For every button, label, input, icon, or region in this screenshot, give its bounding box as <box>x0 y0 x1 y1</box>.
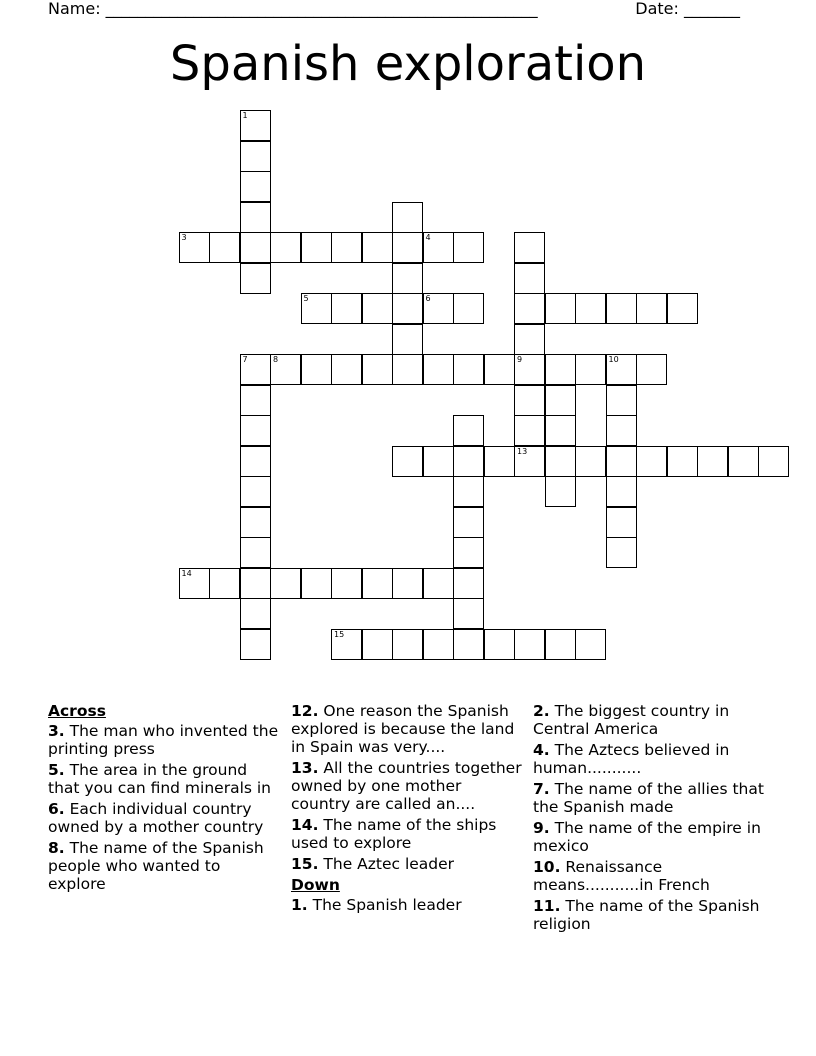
grid-cell[interactable] <box>453 415 484 446</box>
grid-cell[interactable] <box>301 568 332 599</box>
clue-item-text: One reason the Spanish explored is because the land in Spain was very.... <box>291 702 515 756</box>
grid-cell[interactable] <box>270 354 301 385</box>
grid-cell[interactable] <box>545 385 576 416</box>
grid-cell[interactable] <box>392 293 423 324</box>
grid-cell[interactable] <box>362 568 393 599</box>
grid-cell[interactable] <box>453 568 484 599</box>
clue-item-number: 14. <box>291 816 319 834</box>
clue-item-number: 3. <box>48 722 65 740</box>
grid-cell[interactable] <box>240 507 271 538</box>
clue-item-text: The name of the Spanish religion <box>533 897 760 933</box>
clue-item-number: 9. <box>533 819 550 837</box>
grid-cell[interactable] <box>240 476 271 507</box>
grid-cell[interactable] <box>392 446 423 477</box>
grid-cell[interactable] <box>240 232 271 263</box>
across-heading: Across <box>48 702 106 720</box>
clue-item <box>533 741 773 777</box>
grid-cell[interactable] <box>362 354 393 385</box>
grid-cell[interactable] <box>301 293 332 324</box>
clue-item-text: Each individual country owned by a mother country <box>48 800 264 836</box>
grid-cell[interactable] <box>758 446 789 477</box>
grid-cell[interactable] <box>392 202 423 233</box>
grid-cell[interactable] <box>301 232 332 263</box>
clue-item <box>291 855 523 873</box>
clue-item-text: The name of the Spanish people who wanted to explore <box>48 839 264 893</box>
clue-item-text: The man who invented the printing press <box>48 722 279 758</box>
clue-item-text: All the countries together owned by one mother country are called an.... <box>291 759 522 813</box>
clue-item-number: 13. <box>291 759 319 777</box>
name-field-label: Name: ______________________________________________________ <box>48 0 538 18</box>
grid-cell[interactable] <box>270 232 301 263</box>
grid-cell[interactable] <box>484 629 515 660</box>
grid-cell[interactable] <box>636 446 667 477</box>
grid-cell[interactable] <box>514 232 545 263</box>
grid-cell[interactable] <box>514 293 545 324</box>
clue-item-number: 1. <box>291 896 308 914</box>
grid-cell[interactable] <box>423 354 454 385</box>
clue-item <box>48 722 280 758</box>
grid-cell[interactable] <box>453 446 484 477</box>
clue-number: 7 <box>242 355 248 364</box>
grid-cell[interactable] <box>331 354 362 385</box>
grid-cell[interactable] <box>331 568 362 599</box>
grid-cell[interactable] <box>514 385 545 416</box>
clues-column-2 <box>291 702 523 917</box>
grid-cell[interactable] <box>270 568 301 599</box>
grid-cell[interactable] <box>728 446 759 477</box>
grid-cell[interactable] <box>667 446 698 477</box>
clue-item-text: The Aztecs believed in human........... <box>533 741 730 777</box>
grid-cell[interactable] <box>453 629 484 660</box>
clue-item-number: 7. <box>533 780 550 798</box>
grid-cell[interactable] <box>209 568 240 599</box>
grid-cell[interactable] <box>606 537 637 568</box>
grid-cell[interactable] <box>545 415 576 446</box>
clue-item-number: 15. <box>291 855 319 873</box>
clues-column-3 <box>533 702 773 936</box>
clues-column-1 <box>48 702 280 896</box>
grid-cell[interactable] <box>392 324 423 355</box>
grid-cell[interactable] <box>545 293 576 324</box>
grid-cell[interactable] <box>240 141 271 172</box>
grid-cell[interactable] <box>667 293 698 324</box>
clue-item <box>533 702 773 738</box>
clue-item <box>291 896 523 914</box>
clue-item-number: 10. <box>533 858 561 876</box>
clue-item <box>48 761 280 797</box>
grid-cell[interactable] <box>514 324 545 355</box>
grid-cell[interactable] <box>453 537 484 568</box>
grid-cell[interactable] <box>240 568 271 599</box>
grid-cell[interactable] <box>423 446 454 477</box>
grid-cell[interactable] <box>392 629 423 660</box>
clue-item-text: The Spanish leader <box>307 896 462 914</box>
clue-item <box>533 858 773 894</box>
grid-cell[interactable] <box>240 446 271 477</box>
grid-cell[interactable] <box>636 354 667 385</box>
clue-number: 3 <box>181 233 187 242</box>
clue-item <box>291 702 523 756</box>
grid-cell[interactable] <box>453 354 484 385</box>
grid-cell[interactable] <box>179 568 210 599</box>
clue-number: 13 <box>517 446 528 456</box>
clue-item-text: The name of the allies that the Spanish made <box>533 780 764 816</box>
grid-cell[interactable] <box>636 293 667 324</box>
grid-cell[interactable] <box>362 232 393 263</box>
grid-cell[interactable] <box>545 446 576 477</box>
grid-cell[interactable] <box>575 293 606 324</box>
grid-cell[interactable] <box>453 232 484 263</box>
clue-item-text: The Aztec leader <box>318 855 455 873</box>
grid-cell[interactable] <box>606 385 637 416</box>
clue-item <box>48 839 280 893</box>
grid-cell[interactable] <box>301 354 332 385</box>
clue-item-text: The biggest country in Central America <box>533 702 730 738</box>
clue-item-number: 8. <box>48 839 65 857</box>
clue-item-number: 12. <box>291 702 319 720</box>
grid-cell[interactable] <box>240 263 271 294</box>
clue-item-text: Renaissance means...........in French <box>533 858 710 894</box>
clue-item-number: 4. <box>533 741 550 759</box>
page-title: Spanish exploration <box>169 36 647 92</box>
grid-cell[interactable] <box>362 293 393 324</box>
grid-cell[interactable] <box>453 598 484 629</box>
grid-cell[interactable] <box>392 263 423 294</box>
grid-cell[interactable] <box>392 568 423 599</box>
clue-number: 10 <box>608 355 619 364</box>
date-field-label: Date: _______ <box>635 0 740 18</box>
clue-number: 1 <box>242 111 248 120</box>
grid-cell[interactable] <box>240 537 271 568</box>
grid-cell[interactable] <box>240 110 271 141</box>
clue-item-number: 5. <box>48 761 65 779</box>
clue-item <box>533 780 773 816</box>
clue-number: 5 <box>303 294 309 303</box>
grid-cell[interactable] <box>240 354 271 385</box>
grid-cell[interactable] <box>575 354 606 385</box>
grid-cell[interactable] <box>453 476 484 507</box>
clue-item <box>48 800 280 836</box>
grid-cell[interactable] <box>606 415 637 446</box>
grid-cell[interactable] <box>545 354 576 385</box>
grid-cell[interactable] <box>514 354 545 385</box>
grid-cell[interactable] <box>240 171 271 202</box>
grid-cell[interactable] <box>575 446 606 477</box>
grid-cell[interactable] <box>240 415 271 446</box>
clue-item-text: The name of the ships used to explore <box>291 816 497 852</box>
grid-cell[interactable] <box>423 232 454 263</box>
grid-cell[interactable] <box>514 415 545 446</box>
clue-item-number: 2. <box>533 702 550 720</box>
grid-cell[interactable] <box>606 476 637 507</box>
grid-cell[interactable] <box>697 446 728 477</box>
grid-cell[interactable] <box>362 629 393 660</box>
grid-cell[interactable] <box>514 446 545 477</box>
grid-cell[interactable] <box>240 598 271 629</box>
clue-item-number: 6. <box>48 800 65 818</box>
grid-cell[interactable] <box>240 202 271 233</box>
clue-number: 14 <box>181 568 192 578</box>
grid-cell[interactable] <box>331 629 362 660</box>
grid-cell[interactable] <box>240 629 271 660</box>
clue-item <box>291 759 523 813</box>
grid-cell[interactable] <box>179 232 210 263</box>
grid-cell[interactable] <box>392 354 423 385</box>
clue-item-number: 11. <box>533 897 561 915</box>
grid-cell[interactable] <box>514 629 545 660</box>
grid-cell[interactable] <box>240 385 271 416</box>
clue-number: 8 <box>273 355 279 364</box>
grid-cell[interactable] <box>575 629 606 660</box>
clue-number: 9 <box>517 355 523 364</box>
grid-cell[interactable] <box>331 232 362 263</box>
grid-cell[interactable] <box>453 507 484 538</box>
grid-cell[interactable] <box>209 232 240 263</box>
clue-item <box>533 897 773 933</box>
grid-cell[interactable] <box>606 446 637 477</box>
grid-cell[interactable] <box>423 293 454 324</box>
clue-item <box>291 816 523 852</box>
grid-cell[interactable] <box>545 476 576 507</box>
clue-item-text: The name of the empire in mexico <box>533 819 761 855</box>
clue-item <box>533 819 773 855</box>
clue-number: 6 <box>425 294 431 303</box>
grid-cell[interactable] <box>545 629 576 660</box>
grid-cell[interactable] <box>392 232 423 263</box>
grid-cell[interactable] <box>606 507 637 538</box>
grid-cell[interactable] <box>606 293 637 324</box>
grid-cell[interactable] <box>484 354 515 385</box>
grid-cell[interactable] <box>453 293 484 324</box>
grid-cell[interactable] <box>331 293 362 324</box>
clue-item-text: The area in the ground that you can find minerals in <box>48 761 272 797</box>
grid-cell[interactable] <box>484 446 515 477</box>
grid-cell[interactable] <box>423 629 454 660</box>
down-heading: Down <box>291 876 340 894</box>
clue-number: 15 <box>334 629 345 639</box>
grid-cell[interactable] <box>514 263 545 294</box>
grid-cell[interactable] <box>606 354 637 385</box>
clue-number: 4 <box>425 233 431 242</box>
grid-cell[interactable] <box>423 568 454 599</box>
